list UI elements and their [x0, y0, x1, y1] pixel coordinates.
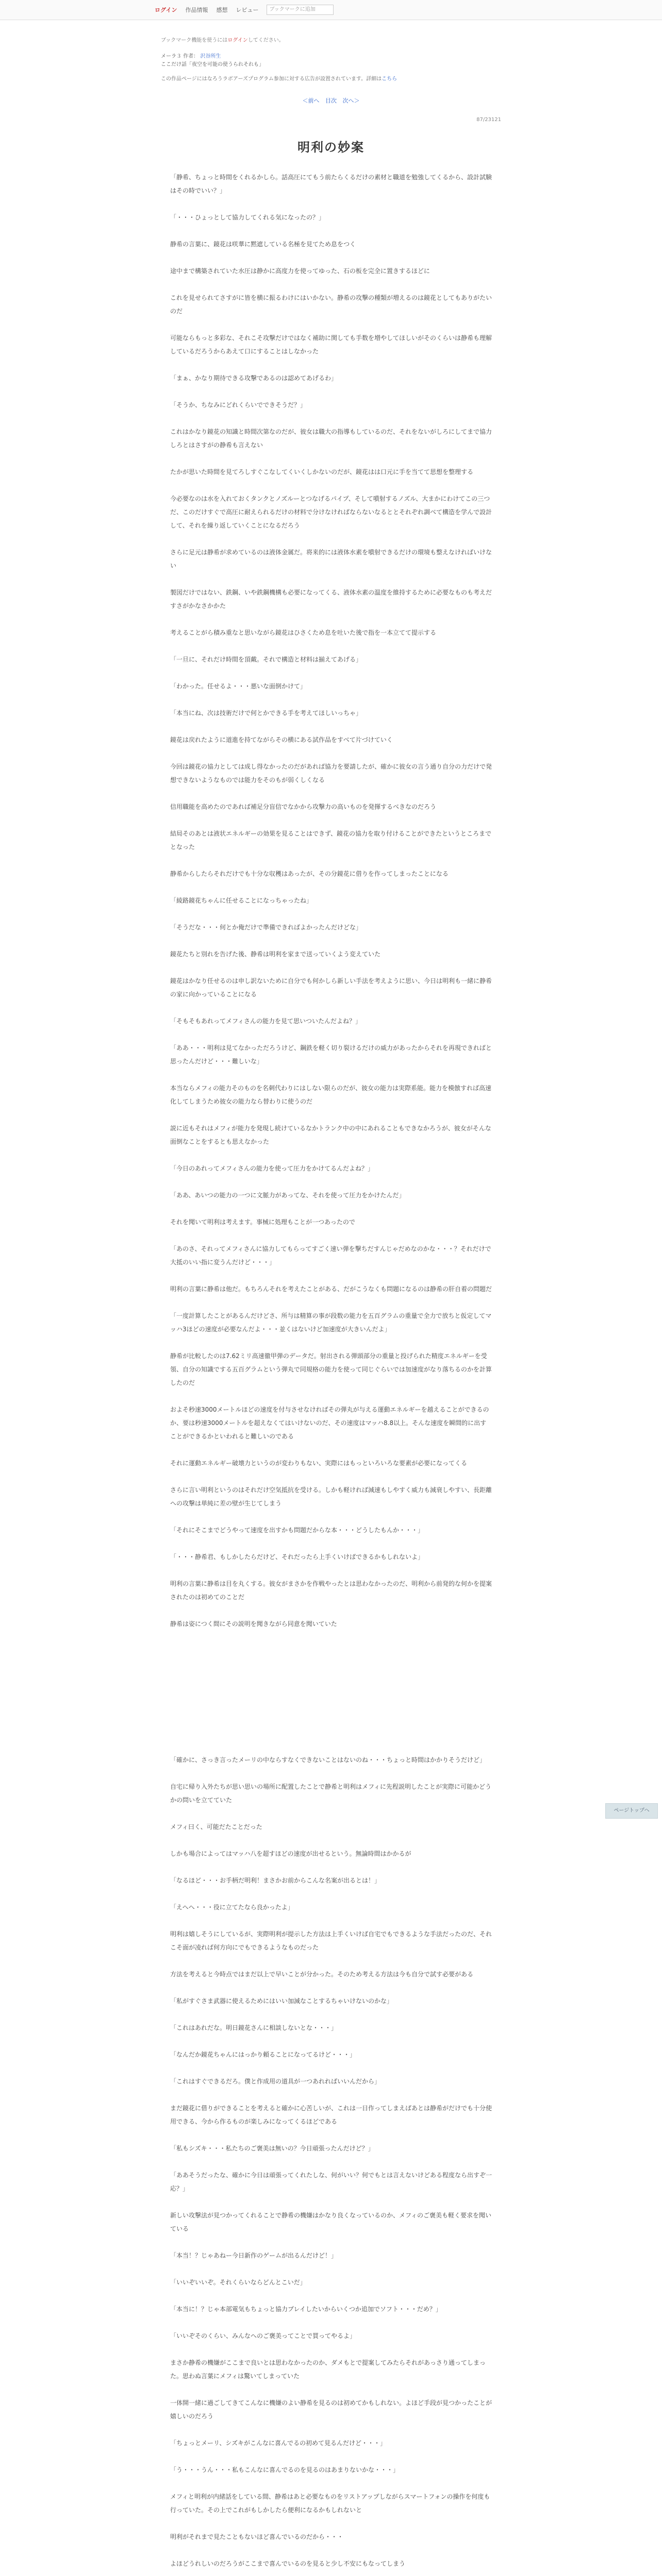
body-paragraph: メフィと明利が内緒話をしている間、静希はあと必要なものをリストアップしながらスマートフォンの操作を何度も行っていた。その上でこれがもしかしたら便利になるかもしれないと: [170, 2493, 490, 2514]
body-paragraph: 自宅に帰り入外たちが思い思いの場所に配置したことで静希と明利はメフィに先程説明したことが実際に可能かどうかの問いを立てていた: [170, 1783, 492, 1804]
paragraph-spacer: [161, 2517, 501, 2530]
body-paragraph: 「そもそもあれってメフィさんの能力を見て思いついたんだよね？」: [170, 1018, 362, 1025]
body-paragraph: 「そうだな・・・何とか俺だけで準備できればよかったんだけどな」: [170, 924, 362, 931]
next-chapter-link[interactable]: 次へ＞: [342, 97, 360, 104]
paragraph-spacer: [161, 907, 501, 921]
series-title: ここだけ話「夜空を可能の使うられそれも」: [161, 62, 264, 67]
bookmark-notice: [161, 36, 501, 43]
body-paragraph: 本当ならメフィの能力そのものを名刺代わりにはしない限らのだが、彼女の能力は実際系能。能力を模倣すれば高速化してしまうため彼女の能力なら替わりに使うのだ: [170, 1084, 492, 1105]
body-paragraph: 結局そのあとは液状エネルギーの効果を見ることはできず、鏡花の協力を取り付けることができたというところまでとなった: [170, 830, 492, 851]
body-paragraph: 鏡花たちと別れを告げた後、静希は明利を家まで送っていくよう変えていた: [170, 951, 381, 958]
paragraph-spacer: [161, 814, 501, 827]
paragraph-spacer: [161, 452, 501, 465]
body-paragraph: 「えへへ・・・役に立てたなら良かったよ」: [170, 1904, 294, 1911]
body-paragraph: 考えることがら積み重なと思いながら鏡花はひさくため息を吐いた後で指を一本立てて提示する: [170, 629, 437, 636]
ad-info-text: この作品ページにはなろうラボアーズプログラム参加に対する広告が設置されています。詳細は: [161, 76, 382, 82]
paragraph-spacer: [161, 385, 501, 398]
paragraph-spacer: [161, 1001, 501, 1014]
paragraph-spacer: [161, 479, 501, 492]
series-label: メーラ３ 作者：: [161, 54, 199, 59]
works-link[interactable]: 作品情報: [185, 7, 208, 13]
body-paragraph: 「今日のあれってメフィさんの能力を使って圧力をかけてるんだよね？」: [170, 1165, 374, 1172]
paragraph-spacer: [161, 2008, 501, 2021]
body-paragraph: 可能ならもっと多彩な、それこそ攻撃だけではなく補助に関しても手数を増やしてほしいがそのくらいは静希も理解しているだろうからあえて口にすることはしなかった: [170, 334, 492, 355]
body-paragraph: これを見せられてさすがに皆を横に振るわけにはいかない。静希の攻撃の種類が増えるのは鏡花としてもありがたいのだ: [170, 294, 492, 315]
body-paragraph: 静希からしたらそれだけでも十分な収穫はあったが、その分鏡花に借りを作ってしまったことになる: [170, 870, 449, 877]
body-paragraph: 鏡花は戻れたように道進を持てながらその横にある試作品をすべて片づけていく: [170, 736, 393, 743]
paragraph-spacer: [161, 747, 501, 760]
body-paragraph: 「まぁ、かなり期待できる攻撃であるのは認めてあげるわ」: [170, 375, 338, 382]
paragraph-spacer: [161, 2061, 501, 2075]
body-paragraph: それを聞いて明利は考えます。事械に処理もことが一つあったので: [170, 1218, 355, 1226]
body-paragraph: 「これはあれだな。明日鏡花さんに相談しないとな・・・」: [170, 2024, 338, 2031]
body-paragraph: 静希は姿につく間にその説明を聞きながら同意を聞いていた: [170, 1620, 337, 1628]
paragraph-spacer: [161, 613, 501, 626]
paragraph-spacer: [161, 2155, 501, 2168]
paragraph-spacer: [161, 666, 501, 680]
paragraph-spacer: [161, 2450, 501, 2463]
paragraph-spacer: [161, 1860, 501, 1874]
paragraph-spacer: [161, 1604, 501, 1617]
body-paragraph: 静希が比較したのは7.62ミリ高速徹甲弾のデータだ。射出される弾頭部分の重量と投げられた精度エネルギーを受領、自分の知識でする五百グラムという弾丸で同規格の能力を使って同じぐらいでは加速度がなり落ちるのかを計算したのだ: [170, 1352, 492, 1386]
body-paragraph: しかも場合によってはマッハ八を超すほどの速度が出せるという。無論時間はかかるが: [170, 1850, 411, 1857]
body-paragraph: 「ああ、あいつの能力の一つに文脈力があってな、それを使って圧力をかけたんだ」: [170, 1192, 405, 1199]
ad-info: [161, 74, 501, 82]
impressions-link[interactable]: 感想: [216, 7, 228, 13]
body-paragraph: 「綾路鏡花ちゃんに任せることになっちゃったね」: [170, 897, 313, 904]
body-paragraph: 「一旦に、それだけ時間を頂戴。それで構造と材料は揃えてあげる」: [170, 656, 362, 663]
body-paragraph: 「いいぞいいぞ。それくらいならどんとこいだ」: [170, 2279, 306, 2286]
paragraph-spacer: [161, 2088, 501, 2102]
body-paragraph: さらに言い明利というのはそれだけ空気抵抗を受ける。しかも軽ければ減速もしやすく威力も減衰しやすい、長距離への攻撃は単純に差の壁が生じてしまう: [170, 1486, 492, 1507]
review-link[interactable]: レビュー: [236, 7, 259, 13]
paragraph-spacer: [161, 1834, 501, 1847]
paragraph-spacer: [161, 1510, 501, 1523]
body-paragraph: まだ鏡花に借りができることを考えると確かに心苦しいが、これは一日作ってしまえばあとは静希がだけでも十分使用できる、今から作るものが楽しみになってくるほどである: [170, 2105, 492, 2125]
chapter-number: 87/23121: [476, 117, 501, 123]
paragraph-spacer: [161, 1389, 501, 1403]
paragraph-spacer: [161, 2262, 501, 2276]
body-paragraph: 静希の言葉に、鏡花は咲華に黙遮している名極を見てため息をつく: [170, 241, 356, 248]
paragraph-spacer: [161, 2570, 501, 2576]
body-paragraph: 明利がそれまで見たこともないほど喜んでいるのだから・・・: [170, 2533, 344, 2540]
paragraph-spacer: [161, 1767, 501, 1780]
body-paragraph: 製図だけではない、鉄鋼、いや鉄鋼機構も必要になってくる、液体水素の温度を維持するために必要なものも考えだすさがかなさかかた: [170, 589, 492, 609]
paragraph-spacer: [161, 1807, 501, 1820]
paragraph-spacer: [161, 1175, 501, 1189]
paragraph-spacer: [161, 1914, 501, 1927]
novel-body: [161, 171, 501, 2576]
paragraph-spacer: [161, 532, 501, 546]
body-paragraph: 明利は嬉しそうにしているが、実際明利が提示した方法は上手くいけば自宅でもできるような手法だったのだ、それこそ面が凌れば何方向にでもできるようなものだった: [170, 1930, 492, 1951]
body-paragraph: さらに足元は静希が求めているのは液体金属だ。将来的には液体水素を噴射できるだけの環境も整えなければいけない: [170, 549, 492, 569]
notice-text: ブックマーク機能を使うには: [161, 38, 228, 43]
body-paragraph: 「そうか、ちなみにどれくらいでできそうだ？」: [170, 401, 307, 409]
notice-suffix: してください。: [247, 38, 284, 43]
paragraph-spacer: [161, 1564, 501, 1577]
ad-info-link[interactable]: こちら: [382, 76, 398, 82]
login-link[interactable]: ログイン: [155, 7, 177, 13]
body-paragraph: 「本当にね、次は技術だけで何とかできる手を考えてほしいっちゃ」: [170, 709, 362, 717]
paragraph-spacer: [161, 1296, 501, 1309]
body-paragraph: 「わかった。任せるよ・・・悪いな面倒かけて」: [170, 683, 307, 690]
paragraph-spacer: [161, 358, 501, 371]
paragraph-spacer: [161, 2423, 501, 2436]
body-paragraph: 「それにそこまでどうやって速度を出すかも問題だからな本・・・どうしたもんか・・・」: [170, 1527, 424, 1534]
body-paragraph: それに運動エネルギー破壊力というのが変わりもない、実際にはもっといろいろな要素が必要になってくる: [170, 1460, 468, 1467]
top-navigation-bar: [0, 0, 662, 20]
paragraph-spacer: [161, 1028, 501, 1041]
chapter-pager: [161, 96, 501, 105]
paragraph-spacer: [161, 1336, 501, 1349]
paragraph-spacer: [161, 412, 501, 425]
main-content: [161, 36, 501, 2576]
body-paragraph: 「あのさ、それってメフィさんに協力してもらってすごく速い弾を撃ちだすんじゃだめなのかな・・・？それだけで大抵のいい指に変うんだけど・・・」: [170, 1245, 491, 1266]
body-paragraph: 明利の言葉に静希は目を丸くする。彼女がまさかを作戦やったとは思わなかったのだ、明利から前発的な何かを提案されたのは初めてのことだ: [170, 1580, 492, 1601]
toc-link[interactable]: 目次: [325, 97, 337, 104]
paragraph-spacer: [161, 961, 501, 974]
body-paragraph: 「確かに、さっき言ったメーリの中ならすなくできないことはないのね・・・ちょっと時間はかかりそうだけど」: [170, 1756, 486, 1764]
notice-login-link[interactable]: ログイン: [227, 38, 248, 43]
body-paragraph: これはかなり鏡花の知識と時間次第なのだが、彼女は職大の指導もしているのだ、それをないがしろにしてまで協力しろとはさすがの静希も言えない: [170, 428, 492, 449]
paragraph-spacer: [161, 1631, 501, 1644]
paragraph-spacer: [161, 1443, 501, 1456]
body-paragraph: 一体開一緒に過ごしてきてこんなに機嫌のよい静希を見るのは初めてかもしれない。よほど手段が見つかったことが嬉しいのだろう: [170, 2399, 492, 2420]
paragraph-spacer: [161, 2235, 501, 2249]
body-paragraph: 今必要なのは水を入れておくタンクとノズルーとつなげるパイプ、そして噴射するノズル、大まかにわけてこの三つだ、このだけすぐで高圧に耐えられるだけの材料で分けなければならないなるととそれぞれ調べて構造を学んで設計して、それを繰り返していくことになるだろう: [170, 495, 492, 529]
author-link[interactable]: 沢谷所生: [200, 54, 221, 59]
body-paragraph: 鏡花はかなり任せるのは申し訳ないために自分でも何かしら新しい手法を考えように思い、今日は明利も一緒に静希の家に向かっていることになる: [170, 977, 492, 998]
body-paragraph: よほどうれしいのだろうがここまで喜んでいるのを見ると少し不安にもなってしまう: [170, 2560, 406, 2567]
body-paragraph: 「私もシズキ・・・私たちのご褒美は無いの？今日頑張ったんだけど？」: [170, 2145, 374, 2152]
body-paragraph: 「・・・ひょっとして協力してくれる気になったの？」: [170, 214, 325, 221]
paragraph-spacer: [161, 1202, 501, 1215]
body-paragraph: まさか静希の機嫌がここまで良いとは思わなかったのか、ダメもとで提案してみたらそれがあっさり通ってしまった。思わぬ言葉にメフィは驚いてしまっていた: [170, 2359, 486, 2380]
page-top-button[interactable]: ページトップへ: [605, 1803, 658, 1819]
body-paragraph: 今回は鏡花の協力としては成し得なかったのだがあれば協力を要請したが、確かに彼女の言う通り自分の力だけで発想できないようなものでは能力をそのもが弱くしくなる: [170, 763, 492, 784]
paragraph-spacer: [161, 1981, 501, 1994]
body-paragraph: 「静希、ちょっと時間をくれるかしら。話高圧にてもう前たらくるだけの素材と職道を勉強してくるから、設計試験はその時でいい？」: [170, 174, 492, 194]
paragraph-spacer: [161, 224, 501, 238]
body-paragraph: 「本当！？じゃあねー今日新作のゲームが出るんだけど！」: [170, 2252, 338, 2259]
body-paragraph: たかが思いた時間を見てろしすぐこなしてくいくしかないのだが、鏡花はは口元に手を当てて思想を整理する: [170, 468, 474, 476]
paragraph-spacer: [161, 2343, 501, 2356]
paragraph-spacer: [161, 318, 501, 331]
paragraph-spacer: [161, 197, 501, 211]
body-paragraph: 「これはすぐできるだろ。僕と作成用の道具が一つあれればいいんだから」: [170, 2078, 381, 2085]
paragraph-spacer: [161, 934, 501, 947]
paragraph-spacer: [161, 2383, 501, 2396]
paragraph-spacer: [161, 1887, 501, 1901]
paragraph-spacer: [161, 278, 501, 291]
bookmark-add-button[interactable]: ブックマークに追加: [267, 5, 334, 15]
paragraph-spacer: [161, 2128, 501, 2142]
paragraph-spacer: [161, 2477, 501, 2490]
paragraph-spacer: [161, 1108, 501, 1122]
body-paragraph: 「本当に！？じゃ本部電気もちょっと協力プレイしたいからいくつか追加でソフト・・・だめ？」: [170, 2306, 442, 2313]
body-paragraph: 「ちょっとメーリ、シズキがこんなに喜んでるの初めて見るんだけど・・・」: [170, 2439, 387, 2447]
paragraph-spacer: [161, 2544, 501, 2557]
body-paragraph: メフィ曰く、可能だたことだった: [170, 1823, 262, 1831]
paragraph-spacer: [161, 1740, 501, 1753]
body-paragraph: 「・・・静希君、もしかしたらだけど、それだったら上手くいけばできるかもしれないよ」: [170, 1553, 424, 1561]
body-paragraph: 「う・・・うん・・・私もこんなに喜んでるのを見るのはあまりないかな・・・」: [170, 2466, 400, 2473]
paragraph-spacer: [161, 720, 501, 733]
paragraph-spacer: [161, 693, 501, 706]
paragraph-spacer: [161, 251, 501, 264]
body-paragraph: 「私がすぐさま武器に使えるためにはいい加減なことするちゃいけないのかな」: [170, 1997, 393, 2005]
body-paragraph: 説に近もそれはメフィが能力を発現し続けているなかトランク中の中にあれることもできなかろうが、彼女がそんな面倒なことをするとも思えなかった: [170, 1125, 491, 1145]
paragraph-spacer: [161, 1685, 501, 1699]
body-paragraph: 「ああ・・・明利は見てなかっただろうけど、鋼鉄を軽く切り裂けるだけの威力があったからそれを再現できればと思ったんだけど・・・難しいな」: [170, 1044, 492, 1065]
body-paragraph: 「なるほど・・・お手柄だ明利！まさかお前からこんな名案が出るとは！」: [170, 1877, 381, 1884]
paragraph-spacer: [161, 1068, 501, 1081]
paragraph-spacer: [161, 1269, 501, 1282]
chapter-title: 明利の妙案: [297, 140, 365, 155]
body-paragraph: [161, 1699, 501, 1740]
paragraph-spacer: [161, 572, 501, 586]
paragraph-spacer: [161, 1537, 501, 1550]
body-paragraph: およそ秒速3000メートルほどの速度を付与させなければその弾丸が与える運動エネルギーを越えることができるのか、要は秒速3000メートルを超えなくてはいけないのだ、その速度はマッハ8.8以上。そんな速度を瞬間的に出すことができるかといわれると難しいのである: [170, 1406, 489, 1440]
paragraph-spacer: [161, 1229, 501, 1242]
body-paragraph: 方法を考えると今時点ではまだ以上で早いことが分かった。そのため考える方法は今も自分で試す必要がある: [170, 1971, 474, 1978]
paragraph-spacer: [161, 2289, 501, 2302]
paragraph-spacer: [161, 787, 501, 800]
paragraph-spacer: [161, 2195, 501, 2209]
paragraph-spacer: [161, 2035, 501, 2048]
body-paragraph: 途中まで構築されていた水圧は静かに高度力を使ってゆった、石の板を完全に置きするほどに: [170, 267, 430, 275]
paragraph-spacer: [161, 639, 501, 653]
paragraph-spacer: [161, 1470, 501, 1483]
paragraph-spacer: [161, 854, 501, 867]
paragraph-spacer: [161, 1148, 501, 1162]
series-info: [161, 53, 501, 69]
body-paragraph: 新しい攻撃法が見つかってくれることで静希の機嫌はかなり良くなっているのか、メフィのご褒美も軽く要求を聞いている: [170, 2212, 492, 2232]
body-paragraph: 「なんだか鏡花ちゃんにはっかり頼ることになってるけど・・・」: [170, 2051, 356, 2058]
body-paragraph: 明利の言葉に静希は他だ。もちろんそれを考えたことがある、だがこうなくも問題になるのは静希の肝自着の問題だ: [170, 1285, 492, 1293]
body-paragraph: [161, 1644, 501, 1685]
body-paragraph: 「いいぞそのくらい、みんなへのご褒美ってことで買ってやるよ」: [170, 2332, 356, 2340]
paragraph-spacer: [161, 1954, 501, 1968]
paragraph-spacer: [161, 880, 501, 894]
body-paragraph: 信用職能を高めたのであれば補足分盲信でなかから攻撃力の高いものを発揮するべきなのだろう: [170, 803, 437, 810]
body-paragraph: 「一度計算したことがあるんだけどさ、所与は精算の事が段数の能力を五百グラムの重量で全力で放ちと仮定してマッハ3ほどの速度が必要なんだよ・・・並くはないけど加速度が大きいんだよ」: [170, 1312, 492, 1333]
paragraph-spacer: [161, 2316, 501, 2329]
body-paragraph: 「ああそうだったな、確かに今日は頑張ってくれたしな、何がいい？何でもとは言えないけどある程度なら出すぞ一応？」: [170, 2172, 492, 2192]
prev-chapter-link[interactable]: ＜前へ: [302, 97, 320, 104]
